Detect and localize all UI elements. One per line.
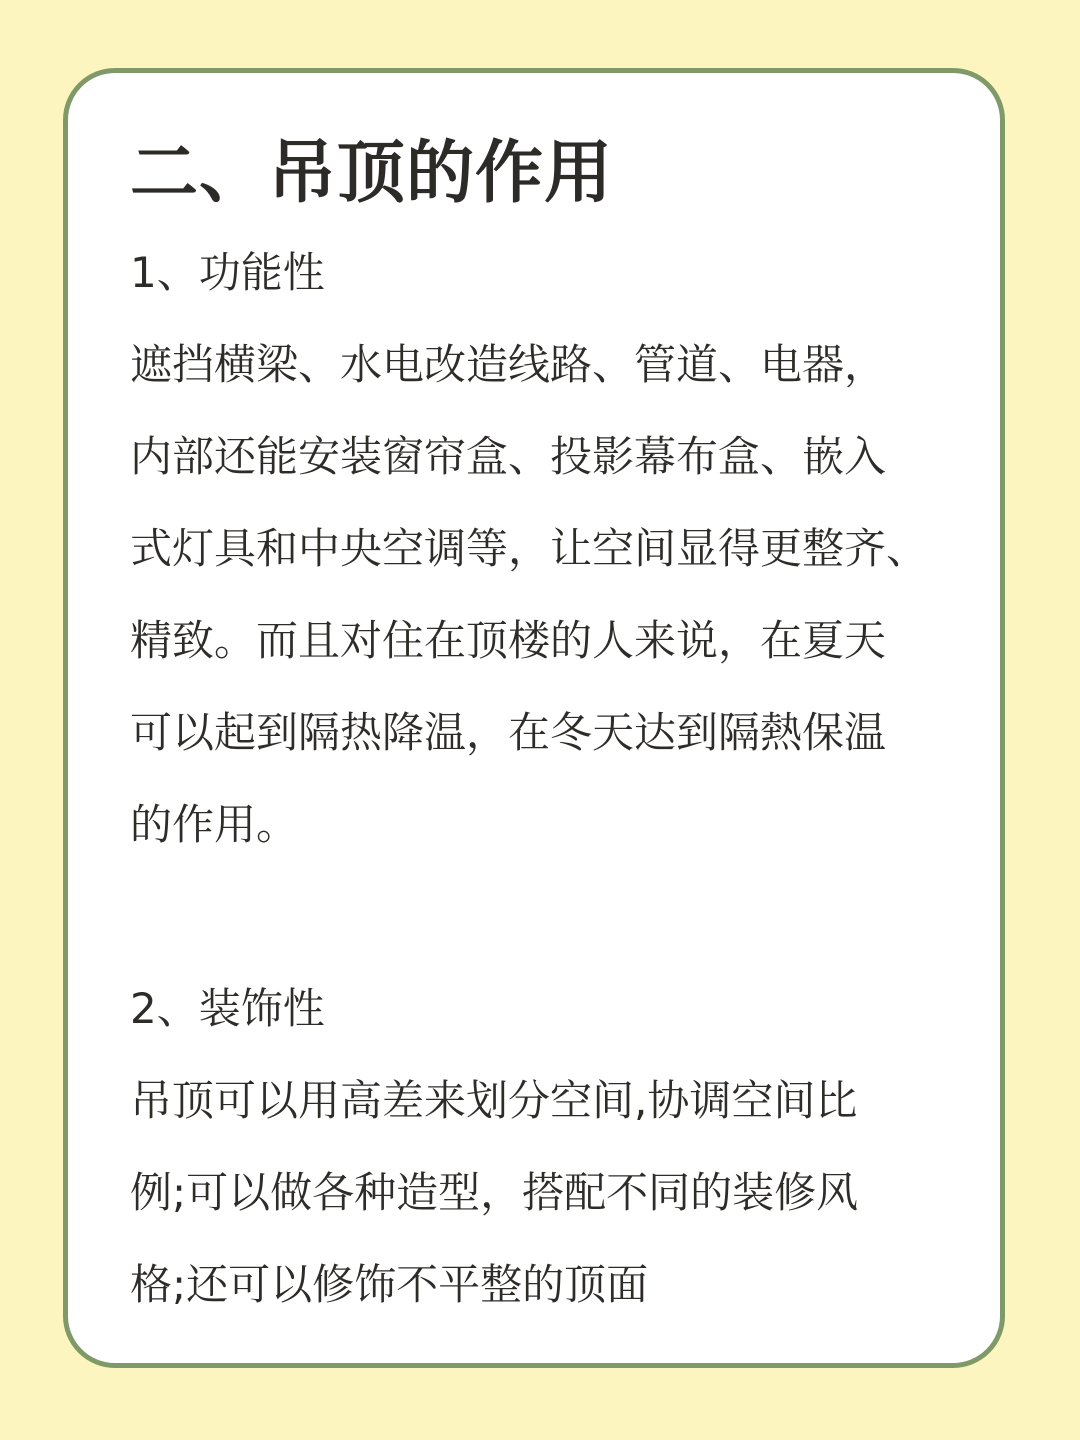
paragraph-line: 内部还能安装窗帘盒、投影幕布盒、嵌入: [130, 432, 887, 481]
paragraph-line: 精致。而且对住在顶楼的人来说，在夏天: [130, 616, 887, 665]
page-title: 二、吊顶的作用: [130, 134, 614, 213]
content-card: [63, 68, 1005, 1368]
section-spacer: [130, 871, 980, 963]
paragraph-line: 可以起到隔热降温，在冬天达到隔熱保温: [130, 708, 887, 757]
paragraph-line: 格;还可以修饰不平整的顶面: [130, 1260, 649, 1309]
paragraph-line: 式灯具和中央空调等，让空间显得更整齐、: [130, 524, 929, 573]
paragraph-line: 遮挡横梁、水电改造线路、管道、电器，: [130, 340, 887, 389]
paragraph-line: 的作用。: [130, 800, 299, 849]
section-heading: 2、装饰性: [130, 984, 325, 1033]
section-functional: [130, 227, 980, 871]
paragraph-line: 例;可以做各种造型，搭配不同的装修风: [130, 1168, 859, 1217]
section-heading: 1、功能性: [130, 248, 325, 297]
paragraph-line: 吊顶可以用高差来划分空间,协调空间比: [130, 1076, 858, 1125]
section-decorative: [130, 963, 980, 1331]
